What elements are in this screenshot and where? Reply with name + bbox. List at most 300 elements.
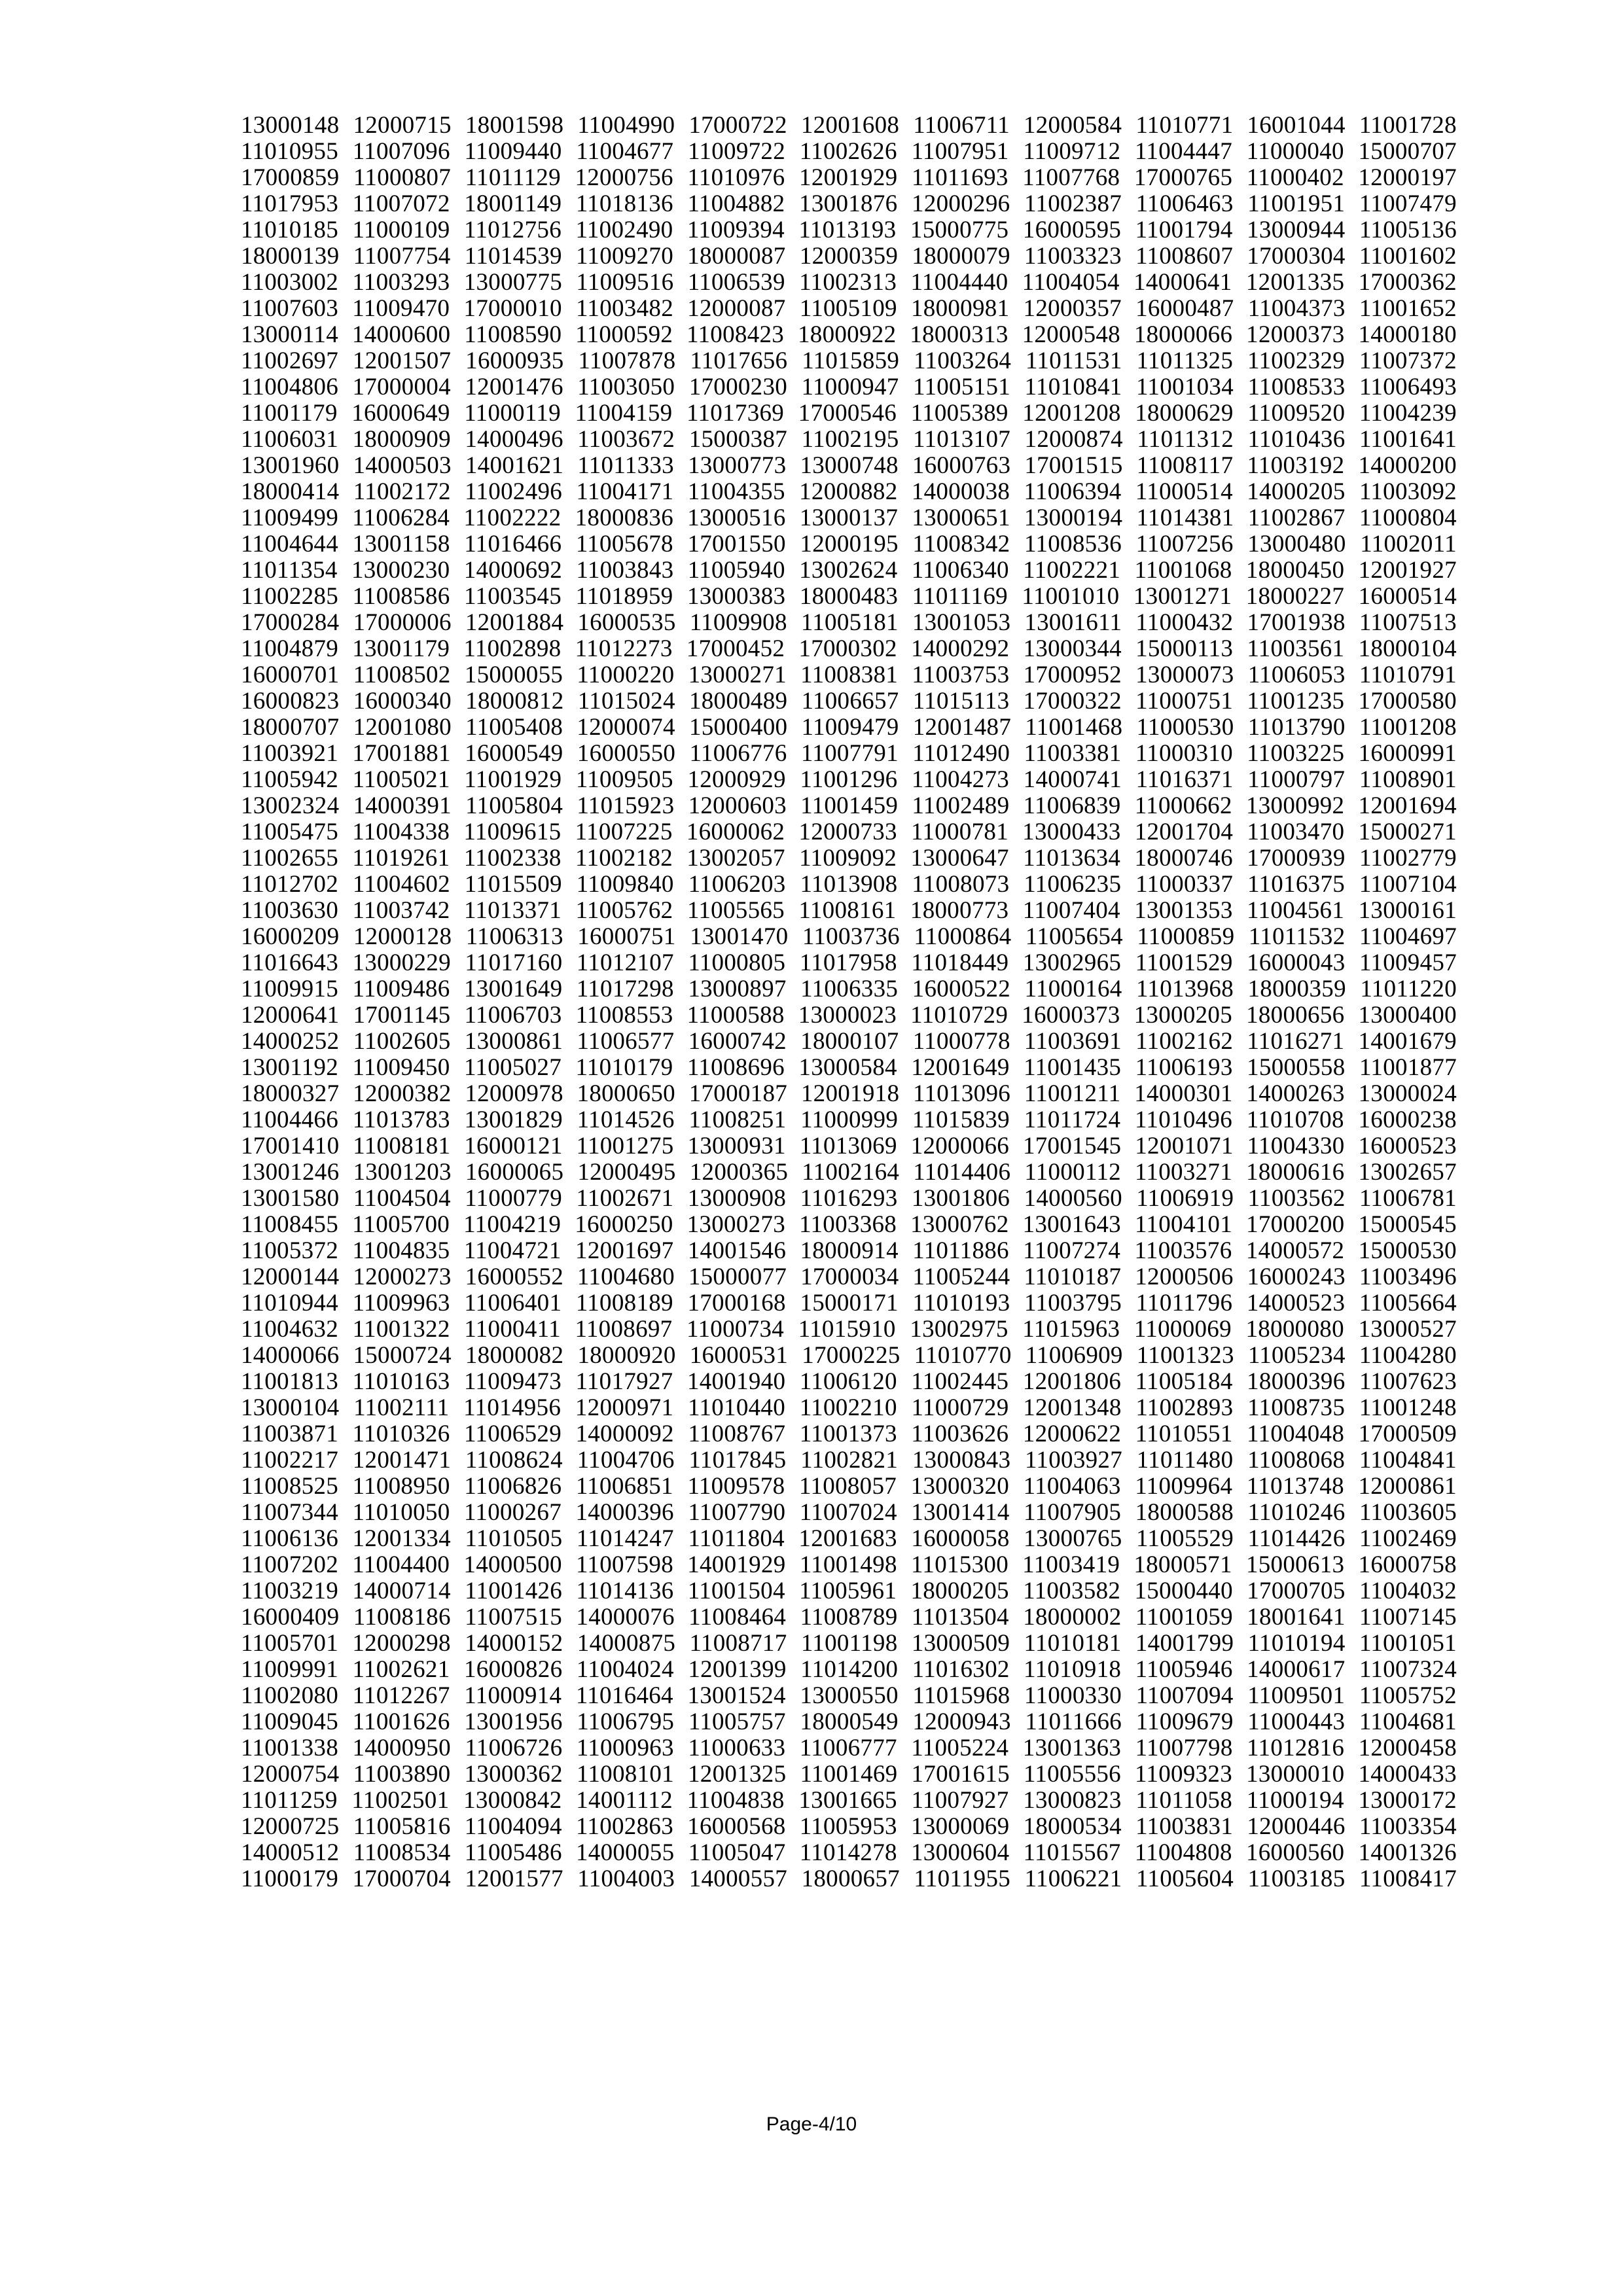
roll-number-cell: 11001059 xyxy=(1135,1604,1233,1631)
roll-number-cell: 11006851 xyxy=(575,1473,673,1500)
roll-number-cell: 12001704 xyxy=(1134,819,1234,845)
roll-number-cell: 18000616 xyxy=(1246,1159,1345,1186)
roll-number-cell: 11007372 xyxy=(1359,347,1457,374)
roll-number-cell: 13001665 xyxy=(798,1787,897,1814)
table-row xyxy=(241,898,1457,924)
table-row xyxy=(241,348,1457,374)
roll-number-cell: 13000843 xyxy=(912,1447,1011,1474)
roll-number-cell: 17001145 xyxy=(353,1002,451,1029)
roll-number-cell: 13001876 xyxy=(799,190,898,217)
roll-number-cell: 11002222 xyxy=(463,504,562,531)
roll-number-cell: 13000765 xyxy=(1024,1525,1122,1552)
roll-number-cell: 11003562 xyxy=(1247,1185,1346,1212)
roll-number-cell: 11000109 xyxy=(352,217,450,243)
roll-number-cell: 16000552 xyxy=(465,1263,563,1290)
table-row xyxy=(241,1002,1457,1029)
roll-number-cell: 11004400 xyxy=(352,1551,450,1578)
roll-number-cell: 11001179 xyxy=(241,400,338,427)
roll-number-cell: 11004373 xyxy=(1247,295,1346,322)
roll-number-cell: 15000387 xyxy=(688,426,788,453)
roll-number-cell: 11004101 xyxy=(1135,1211,1233,1238)
roll-number-cell: 11011129 xyxy=(465,164,561,191)
roll-number-cell: 12000074 xyxy=(577,714,675,741)
roll-number-cell: 11007225 xyxy=(575,819,673,845)
roll-number-cell: 11008536 xyxy=(1024,531,1122,557)
roll-number-cell: 11002469 xyxy=(1359,1525,1457,1552)
roll-number-cell: 17001550 xyxy=(687,531,786,557)
roll-number-cell: 13000647 xyxy=(910,845,1009,872)
roll-number-cell: 11003561 xyxy=(1247,635,1345,662)
roll-number-cell: 11006703 xyxy=(464,1002,562,1029)
table-row xyxy=(241,1709,1457,1735)
roll-number-cell: 11009270 xyxy=(575,243,674,270)
roll-number-cell: 17001545 xyxy=(1022,1133,1122,1159)
roll-number-cell: 11009499 xyxy=(241,504,339,531)
roll-number-cell: 11004838 xyxy=(687,1787,785,1814)
roll-number-cell: 11008181 xyxy=(353,1133,451,1159)
roll-number-cell: 11011955 xyxy=(914,1865,1011,1892)
roll-number-cell: 11002489 xyxy=(912,792,1010,819)
roll-number-cell: 11004063 xyxy=(1023,1473,1121,1500)
roll-number-cell: 11004355 xyxy=(687,478,785,505)
roll-number-cell: 13000023 xyxy=(798,1002,897,1029)
roll-number-cell: 13000194 xyxy=(1024,504,1123,531)
roll-number-cell: 11003626 xyxy=(911,1421,1009,1447)
roll-number-cell: 11017958 xyxy=(799,949,897,976)
roll-number-cell: 15000271 xyxy=(1358,819,1457,845)
roll-number-cell: 11003871 xyxy=(241,1421,339,1447)
roll-number-cell: 14000152 xyxy=(465,1630,563,1657)
table-row xyxy=(241,505,1457,531)
roll-number-cell: 11015963 xyxy=(1022,1316,1120,1343)
roll-number-cell: 17000302 xyxy=(798,635,897,662)
roll-number-cell: 11004440 xyxy=(910,269,1008,296)
roll-number-cell: 11013634 xyxy=(1023,845,1121,872)
roll-number-cell: 12000548 xyxy=(1022,321,1120,348)
roll-number-cell: 11001498 xyxy=(799,1551,897,1578)
roll-number-cell: 11003630 xyxy=(241,897,339,924)
roll-number-cell: 11006284 xyxy=(352,504,450,531)
roll-number-cell: 14001621 xyxy=(465,452,564,479)
roll-number-cell: 16000763 xyxy=(912,452,1011,479)
roll-number-cell: 11010496 xyxy=(1135,1106,1233,1133)
roll-number-cell: 16000935 xyxy=(465,347,564,374)
roll-number-cell: 11006795 xyxy=(577,1708,675,1735)
roll-number-cell: 11007905 xyxy=(1024,1499,1122,1526)
roll-number-cell: 11000040 xyxy=(1246,138,1344,165)
table-row xyxy=(241,1474,1457,1500)
roll-number-cell: 17000230 xyxy=(688,374,788,400)
table-row xyxy=(241,139,1457,165)
roll-number-cell: 11001602 xyxy=(1359,243,1457,270)
roll-number-cell: 12000641 xyxy=(241,1002,340,1029)
roll-number-cell: 13000897 xyxy=(688,976,787,1002)
roll-number-cell: 11009908 xyxy=(689,609,787,636)
table-row xyxy=(241,1107,1457,1133)
table-row xyxy=(241,793,1457,819)
roll-number-cell: 11003927 xyxy=(1025,1447,1123,1474)
roll-number-cell: 16000550 xyxy=(577,740,676,767)
roll-number-cell: 12001694 xyxy=(1358,792,1457,819)
table-row xyxy=(241,1552,1457,1578)
roll-number-cell: 11007768 xyxy=(1022,164,1120,191)
roll-number-cell: 11001728 xyxy=(1359,112,1457,139)
roll-number-cell: 11006711 xyxy=(913,112,1010,139)
roll-number-cell: 12001334 xyxy=(352,1525,451,1552)
roll-number-cell: 11007324 xyxy=(1359,1656,1457,1683)
roll-number-cell: 11002221 xyxy=(1023,557,1121,584)
roll-number-cell: 11007513 xyxy=(1359,609,1457,636)
roll-number-cell: 11004882 xyxy=(687,190,785,217)
roll-number-cell: 11002338 xyxy=(463,845,562,872)
roll-number-cell: 16000522 xyxy=(912,976,1011,1002)
roll-number-cell: 18000657 xyxy=(801,1865,900,1892)
roll-number-cell: 13001956 xyxy=(464,1708,563,1735)
roll-number-cell: 11005047 xyxy=(688,1839,786,1866)
roll-number-cell: 13001053 xyxy=(912,609,1011,636)
roll-number-cell: 11006826 xyxy=(464,1473,562,1500)
roll-number-cell: 11007598 xyxy=(575,1551,674,1578)
roll-number-cell: 11008767 xyxy=(688,1421,786,1447)
roll-number-cell: 12000725 xyxy=(241,1813,340,1840)
roll-number-cell: 13001353 xyxy=(1134,897,1233,924)
roll-number-cell: 12000195 xyxy=(800,531,899,557)
roll-number-cell: 11006031 xyxy=(241,426,339,453)
roll-number-cell: 11000779 xyxy=(465,1185,563,1212)
table-row xyxy=(241,1159,1457,1186)
roll-number-cell: 11005021 xyxy=(352,766,450,793)
roll-number-cell: 11011796 xyxy=(1135,1290,1233,1316)
roll-number-cell: 11011804 xyxy=(688,1525,785,1552)
roll-number-cell: 11010193 xyxy=(912,1290,1010,1316)
roll-number-cell: 11011531 xyxy=(1025,347,1122,374)
roll-number-cell: 11005224 xyxy=(911,1735,1009,1761)
roll-number-cell: 11004032 xyxy=(1359,1578,1457,1604)
roll-number-cell: 14001326 xyxy=(1358,1839,1457,1866)
roll-number-cell: 11014381 xyxy=(1136,504,1234,531)
roll-number-cell: 11003843 xyxy=(576,557,674,584)
roll-number-cell: 16000058 xyxy=(911,1525,1010,1552)
roll-number-cell: 11006394 xyxy=(1024,478,1122,505)
roll-number-cell: 11000411 xyxy=(464,1316,561,1343)
roll-number-cell: 11007791 xyxy=(800,740,899,767)
roll-number-cell: 11000119 xyxy=(464,400,561,427)
roll-number-cell: 11004054 xyxy=(1022,269,1120,296)
roll-number-cell: 16000742 xyxy=(688,1028,787,1055)
roll-number-cell: 13000433 xyxy=(1022,819,1121,845)
table-row xyxy=(241,715,1457,741)
roll-number-cell: 15000530 xyxy=(1358,1237,1457,1264)
roll-number-cell: 11005816 xyxy=(353,1813,451,1840)
roll-number-cell: 11004681 xyxy=(1359,1708,1457,1735)
roll-number-cell: 11007479 xyxy=(1359,190,1457,217)
roll-number-cell: 11008950 xyxy=(352,1473,450,1500)
roll-number-cell: 14001679 xyxy=(1358,1028,1457,1055)
roll-number-cell: 11008381 xyxy=(800,662,899,688)
roll-number-cell: 16000043 xyxy=(1247,949,1346,976)
roll-number-cell: 14000038 xyxy=(911,478,1010,505)
roll-number-cell: 11008189 xyxy=(575,1290,673,1316)
roll-number-cell: 11000963 xyxy=(576,1735,674,1761)
roll-number-cell: 11000734 xyxy=(687,1316,785,1343)
roll-number-cell: 11005109 xyxy=(799,295,897,322)
roll-number-cell: 17000765 xyxy=(1133,164,1233,191)
roll-number-cell: 17000187 xyxy=(688,1080,788,1107)
roll-number-cell: 17001410 xyxy=(241,1133,340,1159)
roll-number-cell: 13000344 xyxy=(1023,635,1122,662)
roll-number-cell: 17000509 xyxy=(1358,1421,1457,1447)
roll-number-cell: 11001652 xyxy=(1359,295,1457,322)
roll-number-cell: 11002898 xyxy=(463,635,562,662)
table-row xyxy=(241,662,1457,688)
roll-number-cell: 18000629 xyxy=(1135,400,1234,427)
roll-number-cell: 12000446 xyxy=(1247,1813,1346,1840)
roll-number-cell: 11007145 xyxy=(1359,1604,1457,1631)
roll-number-cell: 16000243 xyxy=(1247,1263,1346,1290)
roll-number-cell: 14000496 xyxy=(465,426,563,453)
roll-number-cell: 11008534 xyxy=(353,1839,451,1866)
roll-number-cell: 11009520 xyxy=(1247,400,1346,427)
roll-number-cell: 11001010 xyxy=(1022,583,1120,610)
roll-number-cell: 11000530 xyxy=(1136,714,1234,741)
roll-number-cell: 18000396 xyxy=(1247,1368,1346,1395)
roll-number-cell: 11000805 xyxy=(688,949,786,976)
roll-number-cell: 18001641 xyxy=(1247,1604,1346,1631)
roll-number-cell: 11011312 xyxy=(1137,426,1234,453)
roll-number-cell: 11013908 xyxy=(800,871,898,898)
roll-number-cell: 13000931 xyxy=(687,1133,786,1159)
roll-number-cell: 17000362 xyxy=(1358,269,1457,296)
roll-number-cell: 11000588 xyxy=(687,1002,785,1029)
roll-number-cell: 11014526 xyxy=(577,1106,675,1133)
roll-number-cell: 11014278 xyxy=(799,1839,897,1866)
roll-number-cell: 11013748 xyxy=(1246,1473,1344,1500)
roll-number-cell: 11009712 xyxy=(1023,138,1121,165)
roll-number-cell: 11001929 xyxy=(464,766,562,793)
roll-number-cell: 13001649 xyxy=(463,976,563,1002)
roll-number-cell: 16000065 xyxy=(465,1159,564,1186)
roll-number-cell: 11017953 xyxy=(241,190,339,217)
roll-number-cell: 18000981 xyxy=(910,295,1010,322)
roll-number-cell: 11003219 xyxy=(241,1578,339,1604)
roll-number-cell: 14000066 xyxy=(241,1342,340,1369)
roll-number-cell: 13000775 xyxy=(463,269,563,296)
table-row xyxy=(241,1395,1457,1421)
roll-number-cell: 11002501 xyxy=(351,1787,450,1814)
roll-number-cell: 18000534 xyxy=(1023,1813,1122,1840)
roll-number-cell: 13000861 xyxy=(464,1028,563,1055)
roll-number-cell: 11002821 xyxy=(800,1447,899,1474)
roll-number-cell: 12000756 xyxy=(575,164,673,191)
roll-number-cell: 11005027 xyxy=(463,1054,562,1081)
table-row xyxy=(241,1761,1457,1788)
roll-number-cell: 11010163 xyxy=(352,1368,450,1395)
roll-number-cell: 13001524 xyxy=(687,1682,786,1709)
table-row xyxy=(241,741,1457,767)
roll-number-cell: 11004677 xyxy=(576,138,674,165)
roll-number-cell: 12001471 xyxy=(352,1447,452,1474)
roll-number-cell: 17000939 xyxy=(1247,845,1346,872)
roll-number-cell: 11001951 xyxy=(1247,190,1346,217)
table-row xyxy=(241,296,1457,322)
roll-number-cell: 16000751 xyxy=(577,923,676,950)
table-row xyxy=(241,1264,1457,1290)
roll-number-cell: 18000746 xyxy=(1134,845,1233,872)
roll-number-cell: 17000200 xyxy=(1246,1211,1345,1238)
roll-number-cell: 11015839 xyxy=(912,1106,1010,1133)
roll-number-cell: 11012107 xyxy=(576,949,674,976)
roll-number-cell: 11011693 xyxy=(912,164,1008,191)
roll-number-cell: 16000549 xyxy=(465,740,563,767)
roll-number-cell: 11011220 xyxy=(1360,976,1457,1002)
roll-number-cell: 11017656 xyxy=(690,347,788,374)
table-row xyxy=(241,374,1457,400)
roll-number-cell: 16000568 xyxy=(687,1813,786,1840)
table-row xyxy=(241,1735,1457,1761)
roll-number-cell: 11011325 xyxy=(1136,347,1234,374)
roll-number-cell: 17000322 xyxy=(1023,688,1122,715)
roll-number-cell: 16000209 xyxy=(241,923,340,950)
roll-number-cell: 11010918 xyxy=(1024,1656,1122,1683)
table-row xyxy=(241,767,1457,793)
roll-number-cell: 11013069 xyxy=(799,1133,897,1159)
roll-number-cell: 11001296 xyxy=(800,766,898,793)
roll-number-cell: 17000952 xyxy=(1023,662,1122,688)
roll-number-cell: 11011169 xyxy=(912,583,1008,610)
roll-number-cell: 11007603 xyxy=(241,295,339,322)
table-row xyxy=(241,427,1457,453)
roll-number-cell: 11000443 xyxy=(1247,1708,1346,1735)
roll-number-cell: 11002490 xyxy=(575,217,673,243)
roll-number-cell: 12001884 xyxy=(465,609,564,636)
roll-number-cell: 12000087 xyxy=(687,295,786,322)
table-row xyxy=(241,1840,1457,1866)
table-row xyxy=(241,1526,1457,1552)
roll-number-cell: 14000523 xyxy=(1246,1290,1346,1316)
roll-number-cell: 11013371 xyxy=(463,897,562,924)
roll-number-cell: 16000826 xyxy=(463,1656,563,1683)
roll-number-cell: 11012756 xyxy=(463,217,562,243)
roll-number-cell: 11004680 xyxy=(577,1263,675,1290)
roll-number-cell: 13001192 xyxy=(241,1054,339,1081)
roll-number-cell: 11002313 xyxy=(799,269,897,296)
roll-number-cell: 11004879 xyxy=(241,635,339,662)
roll-number-cell: 14000180 xyxy=(1358,321,1457,348)
roll-number-cell: 11004273 xyxy=(912,766,1010,793)
roll-number-cell: 11007104 xyxy=(1359,871,1457,898)
roll-number-cell: 11011058 xyxy=(1135,1787,1233,1814)
roll-number-cell: 11007344 xyxy=(241,1499,339,1526)
roll-number-cell: 11006529 xyxy=(463,1421,562,1447)
roll-number-cell: 11007790 xyxy=(688,1499,786,1526)
table-row xyxy=(241,819,1457,845)
roll-number-cell: 13001643 xyxy=(1022,1211,1121,1238)
table-row xyxy=(241,1238,1457,1264)
roll-number-cell: 11005372 xyxy=(241,1237,339,1264)
roll-number-cell: 11003691 xyxy=(1024,1028,1122,1055)
roll-number-cell: 13000161 xyxy=(1358,897,1457,924)
roll-number-cell: 11006539 xyxy=(687,269,785,296)
roll-number-cell: 12001608 xyxy=(800,112,900,139)
roll-number-cell: 17000580 xyxy=(1358,688,1457,715)
table-row xyxy=(241,217,1457,243)
table-row xyxy=(241,924,1457,950)
roll-number-cell: 11002329 xyxy=(1247,347,1346,374)
roll-number-cell: 11005664 xyxy=(1359,1290,1457,1316)
roll-number-cell: 11010179 xyxy=(575,1054,673,1081)
roll-number-cell: 11000662 xyxy=(1134,792,1232,819)
roll-number-cell: 11003050 xyxy=(577,374,675,400)
roll-number-cell: 11000220 xyxy=(577,662,675,688)
roll-number-cell: 18000104 xyxy=(1358,635,1457,662)
roll-number-cell: 11008417 xyxy=(1359,1865,1457,1892)
table-row xyxy=(241,191,1457,217)
roll-number-cell: 12001507 xyxy=(352,347,452,374)
roll-number-cell: 11004644 xyxy=(241,531,339,557)
roll-number-cell: 11011724 xyxy=(1024,1106,1121,1133)
roll-number-cell: 11001208 xyxy=(1359,714,1457,741)
roll-number-cell: 13002624 xyxy=(799,557,898,584)
roll-number-cell: 11004632 xyxy=(241,1316,339,1343)
roll-number-cell: 11008901 xyxy=(1359,766,1457,793)
table-row xyxy=(241,1133,1457,1159)
roll-number-cell: 11005757 xyxy=(688,1708,786,1735)
roll-number-cell: 11000947 xyxy=(801,374,899,400)
roll-number-cell: 13000516 xyxy=(687,504,786,531)
roll-number-cell: 12000144 xyxy=(241,1263,340,1290)
table-row xyxy=(241,1316,1457,1343)
roll-number-cell: 18000079 xyxy=(912,243,1010,270)
roll-number-cell: 11009964 xyxy=(1135,1473,1233,1500)
roll-number-cell: 11008735 xyxy=(1247,1394,1346,1421)
roll-number-cell: 11005234 xyxy=(1247,1342,1346,1369)
roll-number-cell: 11017369 xyxy=(687,400,785,427)
roll-number-cell: 11007798 xyxy=(1135,1735,1233,1761)
roll-number-cell: 11008117 xyxy=(1136,452,1234,479)
roll-number-cell: 11010944 xyxy=(241,1290,339,1316)
roll-number-cell: 11011666 xyxy=(1025,1708,1122,1735)
roll-number-cell: 13000273 xyxy=(687,1211,786,1238)
roll-number-cell: 11004171 xyxy=(576,478,674,505)
roll-number-cell: 11006235 xyxy=(1024,871,1122,898)
roll-number-cell: 11001338 xyxy=(241,1735,339,1761)
roll-number-cell: 13001414 xyxy=(911,1499,1010,1526)
roll-number-cell: 12001208 xyxy=(1022,400,1121,427)
roll-number-cell: 11004048 xyxy=(1247,1421,1345,1447)
roll-number-cell: 13000762 xyxy=(910,1211,1009,1238)
roll-number-cell: 16001044 xyxy=(1247,112,1346,139)
roll-number-cell: 11016643 xyxy=(241,949,339,976)
roll-number-cell: 11000069 xyxy=(1133,1316,1232,1343)
roll-number-cell: 18000656 xyxy=(1246,1002,1345,1029)
roll-number-cell: 11007927 xyxy=(911,1787,1009,1814)
roll-number-cell: 16000514 xyxy=(1358,583,1457,610)
roll-number-cell: 13000069 xyxy=(910,1813,1010,1840)
roll-number-cell: 14000560 xyxy=(1024,1185,1122,1212)
roll-number-cell: 11004159 xyxy=(575,400,673,427)
roll-number-cell: 11001211 xyxy=(1024,1080,1121,1107)
table-row xyxy=(241,1212,1457,1238)
roll-number-cell: 11002605 xyxy=(353,1028,451,1055)
roll-number-cell: 11005565 xyxy=(687,897,785,924)
roll-number-cell: 11008789 xyxy=(800,1604,898,1631)
roll-number-cell: 11000859 xyxy=(1137,923,1235,950)
roll-number-cell: 11004003 xyxy=(577,1865,675,1892)
roll-number-cell: 12001927 xyxy=(1358,557,1457,584)
roll-number-cell: 12000584 xyxy=(1023,112,1122,139)
roll-number-cell: 11005942 xyxy=(241,766,339,793)
roll-number-cell: 11012702 xyxy=(241,871,339,898)
